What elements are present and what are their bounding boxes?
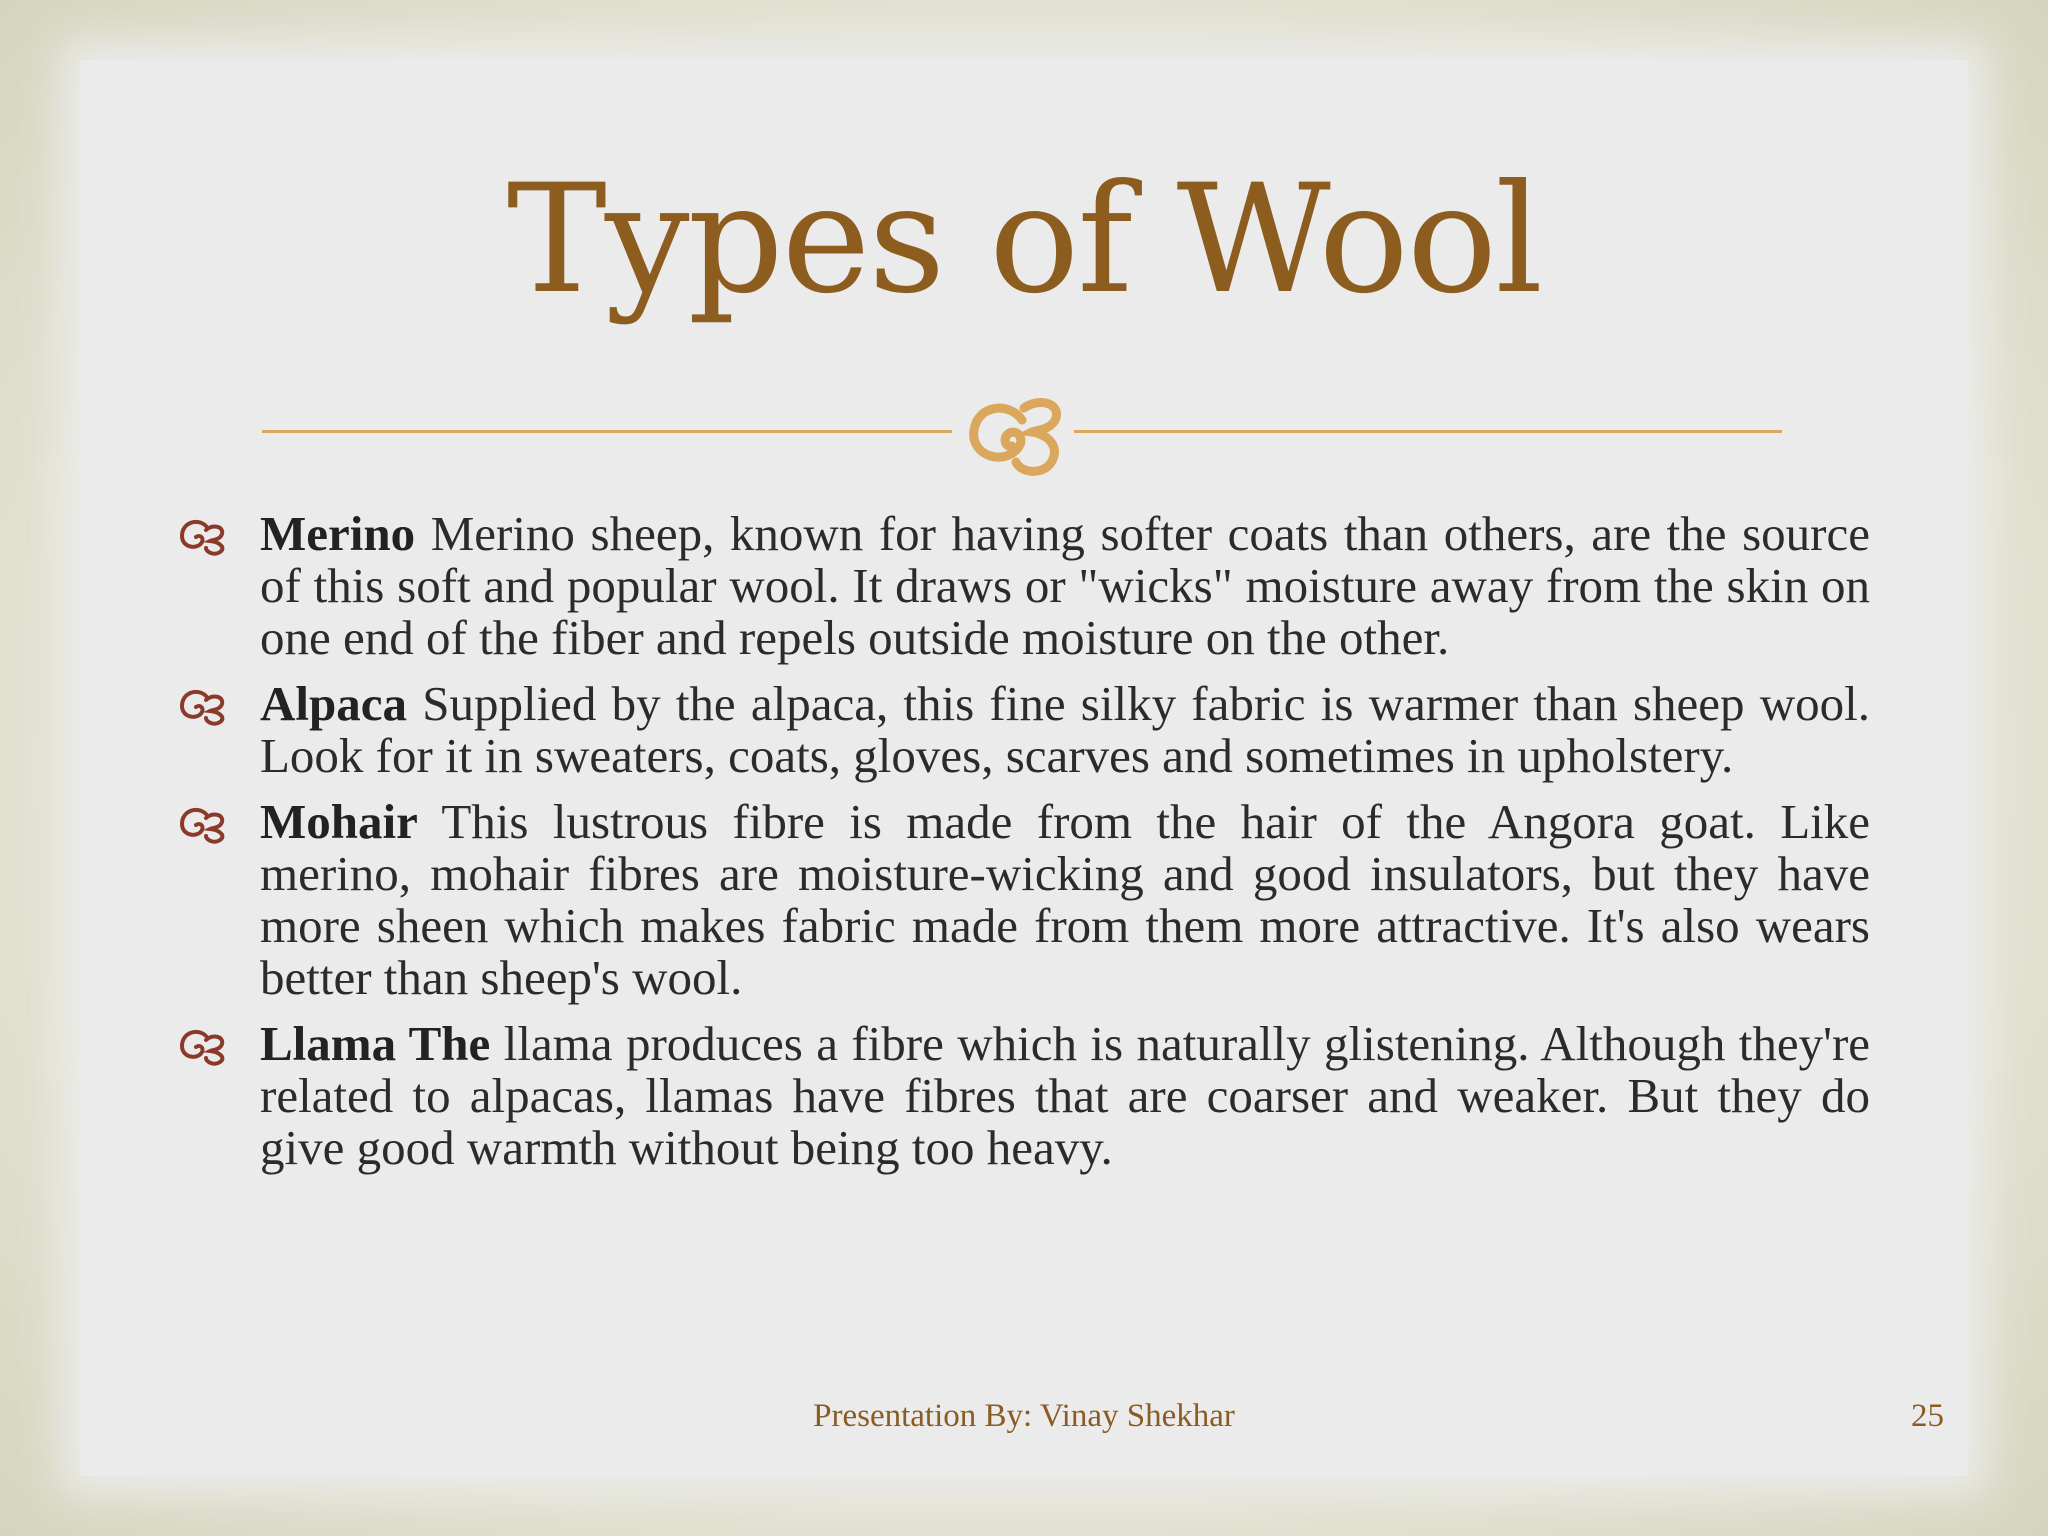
item-description: Merino sheep, known for having softer coats than others, are the source of this soft and popular wool. It draws or "wicks" moisture away from the skin on one end of the fiber and repels outside moisture on the other. (260, 506, 1870, 665)
divider-line-left (262, 430, 952, 433)
item-description: This lustrous fibre is made from the hair of the Angora goat. Like merino, mohair fibres are moisture-wicking and good insulators, but they have more sheen which makes fabric made from them more attractive. It's also wears better than sheep's wool. (260, 794, 1870, 1005)
list-item (176, 508, 1870, 664)
item-description: llama produces a fibre which is naturally glistening. Although they're related to alpacas, llamas have fibres that are coarser and weaker. But they do give good warmth without being too heavy. (260, 1016, 1871, 1175)
flourish-icon (952, 390, 1074, 480)
flourish-bullet-icon (176, 1026, 232, 1066)
footer-presenter: Presentation By: Vinay Shekhar (813, 1398, 1235, 1434)
list-item (176, 678, 1870, 782)
item-description: Supplied by the alpaca, this fine silky fabric is warmer than sheep wool. Look for it in sweaters, coats, gloves, scarves and sometimes in upholstery. (260, 676, 1870, 783)
page-number: 25 (1911, 1398, 1944, 1434)
divider-line-right (1074, 430, 1782, 433)
flourish-bullet-icon (176, 516, 232, 556)
flourish-bullet-icon (176, 686, 232, 726)
bullet-list (176, 508, 1870, 1188)
slide-title: Types of Wool (506, 153, 1542, 327)
title-divider (262, 390, 1782, 480)
item-term: Merino (260, 506, 416, 561)
item-term: Mohair (260, 794, 418, 849)
list-item (176, 796, 1870, 1004)
flourish-bullet-icon (176, 804, 232, 844)
item-text (260, 508, 1870, 664)
item-term: Alpaca (260, 676, 407, 731)
item-text (260, 796, 1870, 1004)
item-term: Llama The (260, 1016, 491, 1071)
list-item (176, 1018, 1870, 1174)
item-text (260, 1018, 1870, 1174)
item-text (260, 678, 1870, 782)
